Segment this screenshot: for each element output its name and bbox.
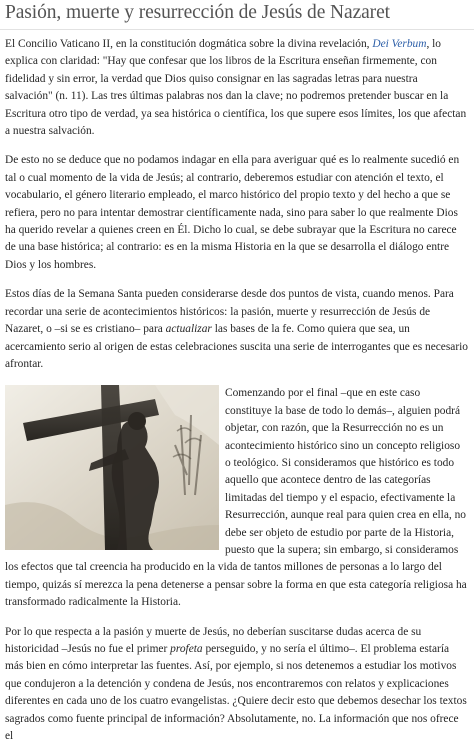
cross-shadow-photo xyxy=(5,385,219,550)
paragraph-5 xyxy=(5,624,468,745)
title-divider xyxy=(0,29,474,30)
paragraph-4: Comenzando por el final –que en este caso constituye la base de todo lo demás–, alguien podrá objetar, con razón, que la Resurrección no es un acontecimiento histórico sino un concepto religioso o teológico. Si consideramos que histórico es todo aquello que acontece dentro de las categorías limitadas del tiempo y el espacio, efectivamente la Resurrección, aunque real para quien crea en ella, no debe ser objeto de estudio por parte de la Historia, puesto que la supera; sin embargo, si consideramos los efectos que tal creencia ha producido en la vida de tantos millones de personas a lo largo del tiempo, quizás sí merezca la pena detenerse a pensar sobre la forma en que esta categoría religiosa ha transformado radicalmente la Historia. xyxy=(5,387,467,609)
paragraph-1-text-a: El Concilio Vaticano II, en la constitución dogmática sobre la divina revelación, xyxy=(5,38,373,50)
paragraph-3 xyxy=(5,286,468,373)
paragraph-2: De esto no se deduce que no podamos indagar en ella para averiguar qué es lo realmente sucedió en tal o cual momento de la vida de Jesús; al contrario, deberemos estudiar con atención el texto, el vocabulario, el género literario empleado, el marco histórico del propio texto y del hecho a que se refiera, pero no para intentar demostrar científicamente nada, sino para saber lo que realmente Dios ha querido revelar a quienes creen en Él. Dicho lo cual, se debe subrayar que la Escritura no carece de una base histórica; al contrario: es en la misma Historia en la que se desarrolla el diálogo entre Dios y los hombres. xyxy=(5,154,460,271)
article-body xyxy=(5,36,468,745)
paragraph-1-text-b: , lo explica con claridad: "Hay que confesar que los libros de la Escritura enseñan firmemente, con fidelidad y sin error, la verdad que Dios quiso consignar en las sagradas letras para nuestra salvación" (n. 11). Las tres últimas palabras nos dan la clave; no podremos pretender buscar en la Escritura otro tipo de verdad, ya sea histórica o científica, los que supere esos límites, los que afectan a nuestra salvación. xyxy=(5,38,467,138)
cross-shadow-illustration xyxy=(5,385,219,550)
paragraph-5-emphasis: profeta xyxy=(170,643,203,655)
dei-verbum-link[interactable]: Dei Verbum xyxy=(372,38,427,50)
paragraph-1 xyxy=(5,36,468,140)
paragraph-3-emphasis: actualizar xyxy=(165,323,212,336)
paragraph-5-text-a: Por lo que respecta a la pasión y muerte de Jesús, no deberían suscitarse dudas acerca de su historicidad –Jesús no fue el primer xyxy=(5,625,422,655)
paragraph-3-text-b: las bases de la fe. Como quiera que sea, un acercamiento serio al origen de estas celebraciones suscita una serie de interrogantes que es necesario afrontar. xyxy=(5,323,469,370)
paragraph-5-text-b: perseguido, y no sería el último–. El problema estaría más bien en cómo interpretar las fuentes. Así, por ejemplo, si nos detenemos a estudiar los motivos que condujeron a la detención y condena de Jesús, nos encontraremos con relatos y explicaciones diferentes en cada uno de los cuatro evangelistas. ¿Quiere decir esto que debemos desechar los textos sagrados como fuente principal de información? Absolutamente, no. La información que nos ofrece el xyxy=(5,643,467,743)
paragraph-3-text-a: Estos días de la Semana Santa pueden considerarse desde dos puntos de vista, cuando menos. Para recordar una serie de acontecimientos históricos: la pasión, muerte y resurrección de Jesús de Nazaret, o –si se es cristiano– para xyxy=(5,288,454,336)
article-title: Pasión, muerte y resurrección de Jesús de Nazaret xyxy=(5,2,390,23)
